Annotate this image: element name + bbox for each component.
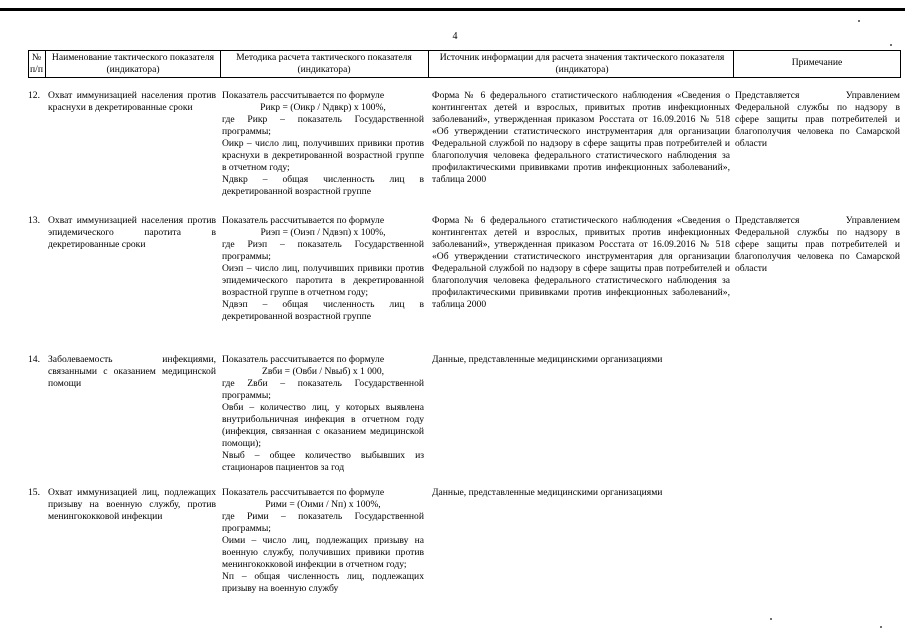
row-number: 13. — [28, 215, 40, 226]
row-source: Данные, представленные медицинскими организациями — [432, 354, 663, 365]
header-name: Наименование тактического показателя (индикатора) — [51, 52, 215, 75]
scan-speck — [858, 20, 860, 22]
method-def: Nвыб – общее количество выбывших из стационаров пациентов за год — [222, 450, 424, 473]
scan-speck — [880, 626, 882, 628]
header-divider — [900, 50, 901, 77]
method-def: Oиэп – число лиц, получивших привики против эпидемического паротита в декретированной возрастной группе в отчетном году; — [222, 263, 424, 298]
header-divider — [733, 50, 734, 77]
method-def: Nдвкр – общая численность лиц в декретированной возрастной группе — [222, 174, 424, 197]
method-def: Nдвэп – общая численность лиц в декретированной возрастной группе — [222, 299, 424, 322]
row-note: Представляется Управлением Федеральной службы по надзору в сфере защиты прав потребителей и благополучия человека по Самарской области — [735, 90, 900, 149]
header-num: № п/п — [30, 52, 43, 75]
row-source: Форма № 6 федерального статистического наблюдения «Сведения о контингентах детей и взрослых, привитых против инфекционных заболеваний», утвержденная приказом Росстата от 16.09.2016 № 518 «Об утверждении статистического инструментария для организации Федеральной службой по надзору в сфере защиты прав потребителей и благополучия человека федерального статистического наблюдения за профилактическими прививками против инфекционных заболеваний», таблица 2000 — [432, 215, 730, 310]
method-def: Oикр – число лиц, получивших привики против краснухи в декретированной возрастной группе в отчетном году; — [222, 138, 424, 173]
method-def: где Pими – показатель Государственной программы; — [222, 511, 424, 534]
method-intro: Показатель рассчитывается по формуле — [222, 215, 385, 226]
header-divider — [428, 50, 429, 77]
header-divider — [220, 50, 221, 77]
row-source: Данные, представленные медицинскими организациями — [432, 487, 663, 498]
row-method — [222, 487, 424, 595]
header-rule-top — [28, 50, 901, 51]
method-def: Oвби – количество лиц, у которых выявлена внутрибольничная инфекция в отчетном году (инфекция, связанная с оказанием медицинской помощи); — [222, 402, 424, 449]
method-def: где Zвби – показатель Государственной программы; — [222, 378, 424, 401]
method-intro: Показатель рассчитывается по формуле — [222, 487, 385, 498]
row-name: Охват иммунизацией лиц, подлежащих призыву на военную службу, против менингококковой инфекции — [48, 487, 216, 522]
row-method — [222, 215, 424, 323]
row-number: 14. — [28, 354, 40, 365]
row-number: 12. — [28, 90, 40, 101]
row-number: 15. — [28, 487, 40, 498]
header-method: Методика расчета тактического показателя (индикатора) — [236, 52, 412, 75]
method-intro: Показатель рассчитывается по формуле — [222, 354, 385, 365]
method-formula: Zвби = (Oвби / Nвыб) x 1 000, — [261, 366, 385, 377]
method-def: Oими – число лиц, подлежащих призыву на военную службу, получивших привики против менингококковой инфекции в отчетном году; — [222, 535, 424, 570]
scan-speck — [770, 618, 772, 620]
header-divider — [45, 50, 46, 77]
scan-speck — [890, 44, 892, 46]
page-number: 4 — [452, 31, 458, 42]
row-method — [222, 354, 424, 474]
row-name: Охват иммунизацией населения против краснухи в декретированные сроки — [48, 90, 216, 113]
method-formula: Pиэп = (Oиэп / Nдвэп) x 100%, — [260, 227, 386, 238]
row-method — [222, 90, 424, 198]
method-def: Nп – общая численность лиц, подлежащих призыву на военную службу — [222, 571, 424, 594]
row-name: Заболеваемость инфекциями, связанными с оказанием медицинской помощи — [48, 354, 216, 389]
method-def: где Pикр – показатель Государственной программы; — [222, 114, 424, 137]
method-def: где Pиэп – показатель Государственной программы; — [222, 239, 424, 262]
header-rule-bottom — [28, 77, 901, 78]
method-formula: Pикр = (Oикр / Nдвкр) x 100%, — [260, 102, 386, 113]
row-source: Форма № 6 федерального статистического наблюдения «Сведения о контингентах детей и взрослых, привитых против инфекционных заболеваний», утвержденная приказом Росстата от 16.09.2016 № 518 «Об утверждении статистического инструментария для организации Федеральной службой по надзору в сфере защиты прав потребителей и благополучия человека федерального статистического наблюдения за профилактическими прививками против инфекционных заболеваний», таблица 2000 — [432, 90, 730, 185]
method-intro: Показатель рассчитывается по формуле — [222, 90, 385, 101]
row-note: Представляется Управлением Федеральной службы по надзору в сфере защиты прав потребителей и благополучия человека по Самарской области — [735, 215, 900, 274]
method-formula: Pими = (Oими / Nп) x 100%, — [265, 499, 381, 510]
header-source: Источник информации для расчета значения тактического показателя (индикатора) — [439, 52, 725, 75]
top-border-line — [0, 8, 905, 11]
row-name: Охват иммунизацией населения против эпидемического паротита в декретированные сроки — [48, 215, 216, 250]
header-note: Примечание — [791, 57, 843, 68]
